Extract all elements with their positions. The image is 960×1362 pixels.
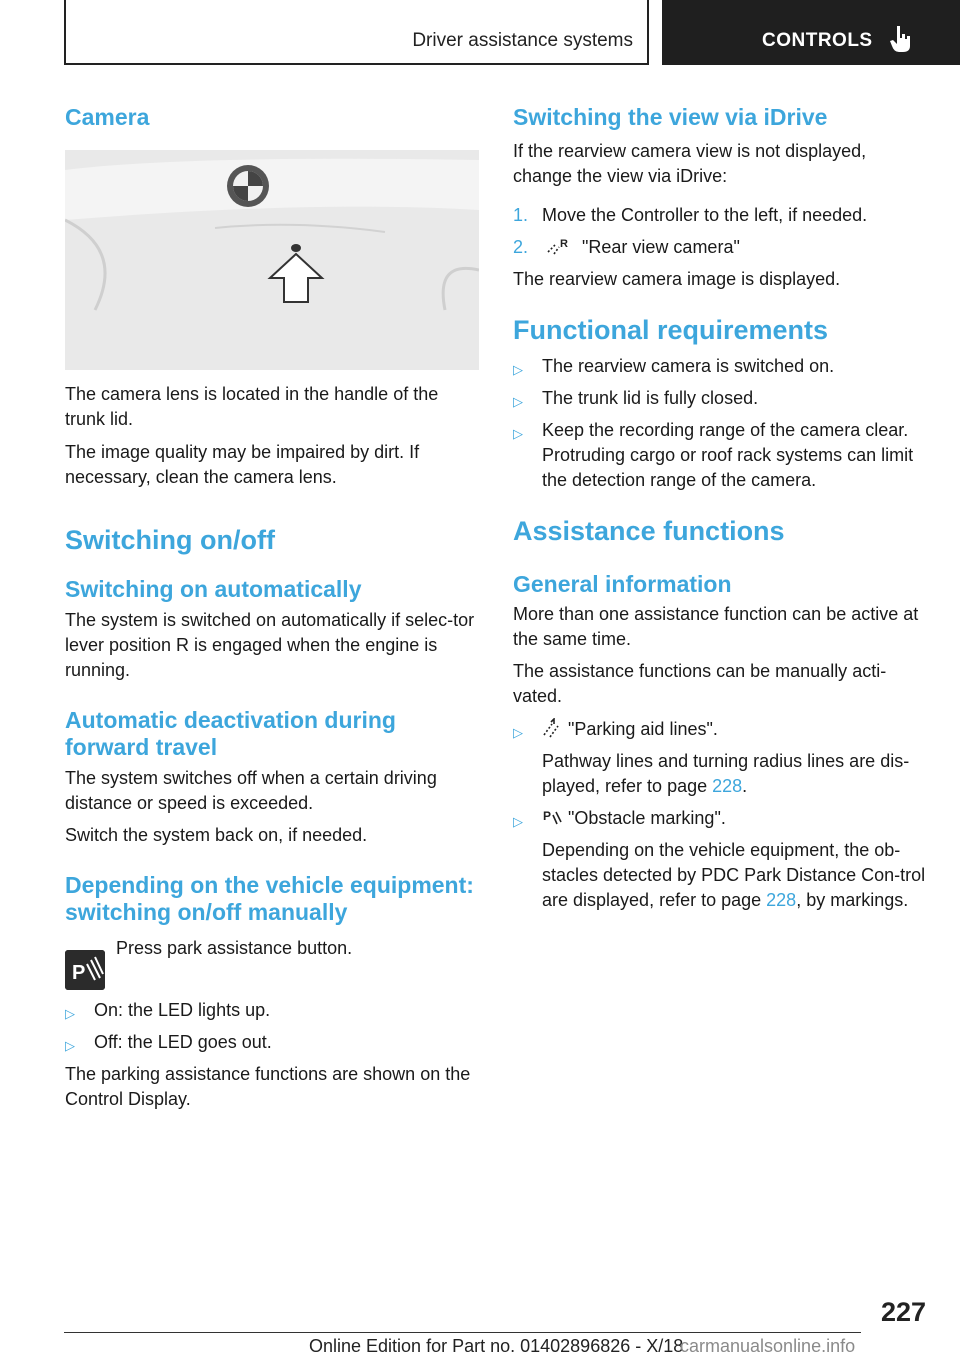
footer-divider: [64, 1332, 861, 1333]
header-chapter-title: CONTROLS: [762, 30, 873, 51]
obstacle-marking-icon: [542, 807, 562, 827]
general-info-text-2: The assistance functions can be manually acti-vated.: [513, 661, 887, 706]
trunk-camera-photo: [65, 150, 479, 370]
rear-view-camera-icon: [545, 236, 571, 256]
triangle-bullet-icon: ▷: [513, 725, 523, 740]
right-column: [513, 100, 927, 920]
edition-text: Online Edition for Part no. 01402896826 - X/18: [309, 1336, 684, 1356]
page-link-228[interactable]: 228: [766, 890, 797, 910]
header-section-title: Driver assistance systems: [412, 30, 633, 51]
list-item: 2. R "Rear view camera": [513, 237, 740, 257]
auto-on-text: The system is switched on automatically if selec-tor lever position R is engaged when the engine is running.: [65, 610, 475, 680]
svg-text:P: P: [72, 962, 86, 984]
requirements-list: [513, 354, 927, 493]
obstacle-marking-desc: Depending on the vehicle equipment, the ob-stacles detected by PDC Park Distance Con-trol are displayed, refer to page: [542, 840, 926, 910]
triangle-bullet-icon: ▷: [513, 426, 523, 441]
watermark-text: carmanualsonline.info: [680, 1336, 856, 1356]
parking-functions-text: The parking assistance functions are shown on the Control Display.: [65, 1064, 471, 1109]
triangle-bullet-icon: ▷: [513, 814, 523, 829]
auto-deactivation-heading: Automatic deactivation during forward travel: [65, 707, 396, 760]
list-item: 1. Move the Controller to the left, if needed.: [513, 205, 868, 225]
switching-heading: Switching on/off: [65, 525, 275, 555]
general-info-heading: General information: [513, 571, 732, 597]
pointing-hand-icon: [888, 24, 914, 54]
parking-aid-lines-desc: Pathway lines and turning radius lines are dis-played, refer to page: [542, 751, 910, 796]
svg-text:P: P: [543, 809, 552, 823]
camera-quality-text: The image quality may be impaired by dirt. If necessary, clean the camera lens.: [65, 442, 420, 487]
park-assist-button-icon: [65, 950, 105, 990]
camera-location-text: The camera lens is located in the handle of the trunk lid.: [65, 384, 439, 429]
page-number: 227: [880, 1297, 926, 1327]
triangle-bullet-icon: ▷: [65, 1038, 75, 1053]
list-item: ▷ Keep the recording range of the camera clear. Protruding cargo or roof rack systems can limit the detection range of the camera.: [513, 420, 914, 490]
switch-back-text: Switch the system back on, if needed.: [65, 825, 368, 845]
auto-deactivation-text: The system switches off when a certain driving distance or speed is exceeded.: [65, 768, 437, 813]
idrive-steps: [513, 203, 927, 260]
parking-aid-lines-icon: [542, 718, 562, 738]
list-item: ▷ Off: the LED goes out.: [65, 1030, 479, 1055]
idrive-intro-text: If the rearview camera view is not displayed, change the view via iDrive:: [513, 141, 867, 186]
triangle-bullet-icon: ▷: [513, 362, 523, 377]
assistance-functions-list: [513, 717, 927, 913]
left-column: [65, 100, 479, 1112]
list-item: ▷ "Parking aid lines". Pathway lines and turning radius lines are dis-played, refer to page 228.: [513, 719, 910, 796]
header-chapter-box: [662, 0, 960, 65]
auto-on-heading: Switching on automatically: [65, 576, 362, 602]
triangle-bullet-icon: ▷: [65, 1006, 75, 1021]
list-item: ▷ The trunk lid is fully closed.: [513, 386, 927, 411]
list-item: ▷ P "Obstacle marking". Depending on the vehicle equipment, the ob-stacles detected by PDC Park Distance Con-trol are displayed, refer to page 228, by markings.: [513, 808, 926, 910]
header-section-box: [64, 0, 649, 65]
requirements-heading: Functional requirements: [513, 315, 829, 345]
manual-heading: Depending on the vehicle equipment: switching on/off manually: [65, 872, 474, 925]
camera-heading: Camera: [65, 104, 150, 130]
general-info-text-1: More than one assistance function can be active at the same time.: [513, 604, 919, 649]
list-item: ▷ The rearview camera is switched on.: [513, 354, 927, 379]
park-assist-button-row: [65, 936, 479, 994]
list-item: ▷ On: the LED lights up.: [65, 998, 479, 1023]
led-state-list: [65, 998, 479, 1055]
idrive-result-text: The rearview camera image is displayed.: [513, 269, 841, 289]
page-link-228[interactable]: 228: [712, 776, 743, 796]
idrive-heading: Switching the view via iDrive: [513, 104, 828, 130]
svg-text:R: R: [560, 238, 568, 250]
park-assist-button-text: Press park assistance button.: [116, 938, 353, 958]
assistance-heading: Assistance functions: [513, 516, 785, 546]
triangle-bullet-icon: ▷: [513, 394, 523, 409]
